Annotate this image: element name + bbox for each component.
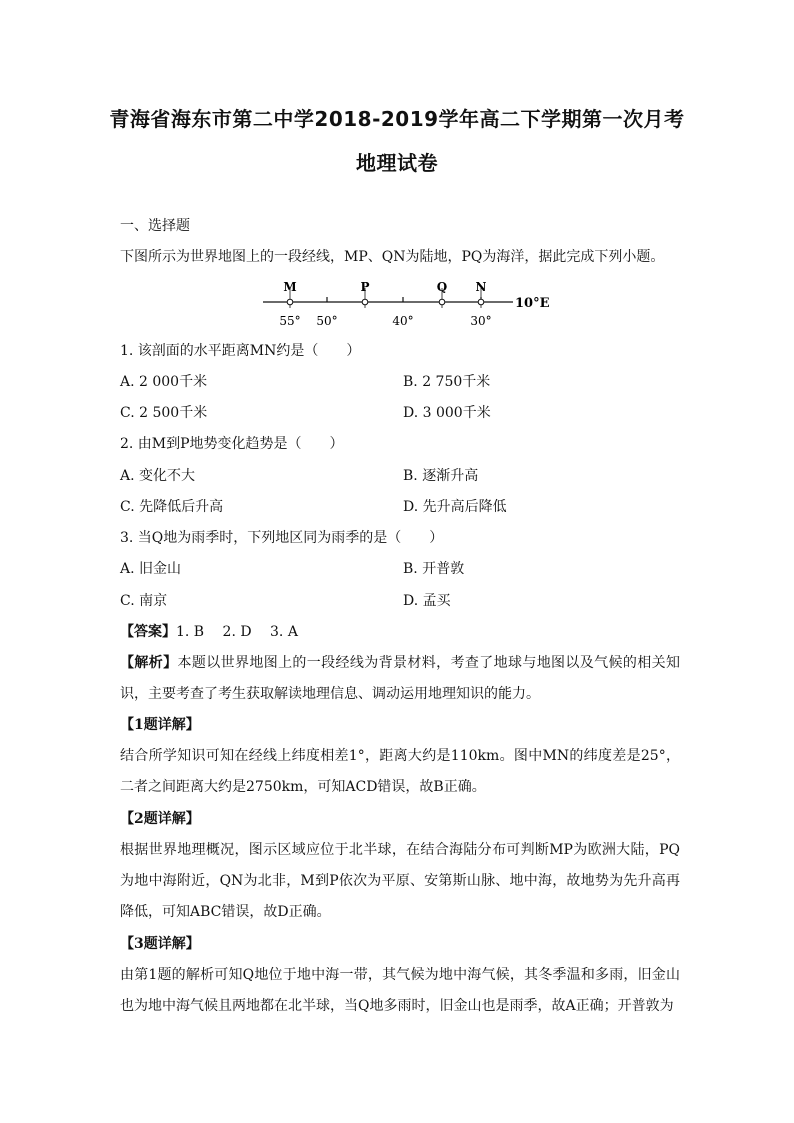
tick-label: 40°: [392, 314, 414, 328]
question-2-stem: 2. 由M到P地势变化趋势是（ ）: [120, 436, 344, 452]
meridian-label: 10°E: [515, 296, 550, 311]
detail-3-label: 【3题详解】: [120, 936, 200, 952]
question-intro: 下图所示为世界地图上的一段经线，MP、QN为陆地，PQ为海洋，据此完成下列小题。: [120, 249, 665, 265]
answer-text: 1. B 2. D 3. A: [176, 624, 298, 640]
point-n-marker: [478, 299, 484, 305]
question-3-stem: 3. 当Q地为雨季时，下列地区同为雨季的是（ ）: [120, 530, 444, 546]
point-label: N: [475, 280, 487, 294]
point-p-marker: [362, 299, 368, 305]
question-2-option-d: D. 先升高后降低: [403, 499, 507, 515]
question-1-stem: 1. 该剖面的水平距离MN约是（ ）: [120, 343, 361, 359]
tick-label: 50°: [316, 314, 338, 328]
answer-line: [120, 622, 680, 642]
meridian-diagram: [255, 278, 555, 333]
question-3-option-b: B. 开普敦: [403, 561, 465, 577]
section-heading: 一、选择题: [120, 218, 190, 234]
point-m-marker: [287, 299, 293, 305]
detail-1-text: 结合所学知识可知在经线上纬度相差1°，距离大约是110km。图中MN的纬度差是25°，二者之间距离大约是2750km，可知ACD错误，故B正确。: [120, 748, 680, 795]
analysis-text: 本题以世界地图上的一段经线为背景材料，考查了地球与地图以及气候的相关知识，主要考查了考生获取解读地理信息、调动运用地理知识的能力。: [120, 655, 681, 702]
question-1-option-a: A. 2 000千米: [120, 374, 208, 390]
question-2-option-c: C. 先降低后升高: [120, 499, 224, 515]
question-1-option-d: D. 3 000千米: [403, 405, 491, 421]
question-2-option-b: B. 逐渐升高: [403, 468, 479, 484]
question-3-option-a: A. 旧金山: [120, 561, 182, 577]
point-label: M: [283, 280, 297, 294]
detail-1-label: 【1题详解】: [120, 717, 200, 733]
tick-label: 30°: [470, 314, 492, 328]
point-label: Q: [436, 280, 448, 294]
exam-title-line2: 地理试卷: [356, 151, 438, 175]
exam-title-line1: 青海省海东市第二中学2018-2019学年高二下学期第一次月考: [109, 107, 685, 131]
answer-label: 【答案】: [120, 624, 176, 640]
question-3-option-c: C. 南京: [120, 593, 168, 609]
point-label: P: [360, 280, 370, 294]
detail-3-text: 由第1题的解析可知Q地位于地中海一带，其气候为地中海气候，其冬季温和多雨，旧金山也为地中海气候且两地都在北半球，当Q地多雨时，旧金山也是雨季，故A正确；开普敦为: [120, 967, 680, 1014]
detail-2-text: 根据世界地理概况，图示区域应位于北半球，在结合海陆分布可判断MP为欧洲大陆，PQ为地中海附近，QN为北非，M到P依次为平原、安第斯山脉、地中海，故地势为先升高再降低，可知ABC错误，故D正确。: [120, 842, 680, 920]
analysis-paragraph: [120, 648, 680, 710]
question-1-option-b: B. 2 750千米: [403, 374, 491, 390]
point-q-marker: [439, 299, 445, 305]
tick-label: 55°: [279, 314, 301, 328]
question-2-option-a: A. 变化不大: [120, 468, 196, 484]
detail-2-label: 【2题详解】: [120, 811, 200, 827]
analysis-label: 【解析】: [120, 655, 178, 671]
question-3-option-d: D. 孟买: [403, 593, 451, 609]
question-1-option-c: C. 2 500千米: [120, 405, 208, 421]
